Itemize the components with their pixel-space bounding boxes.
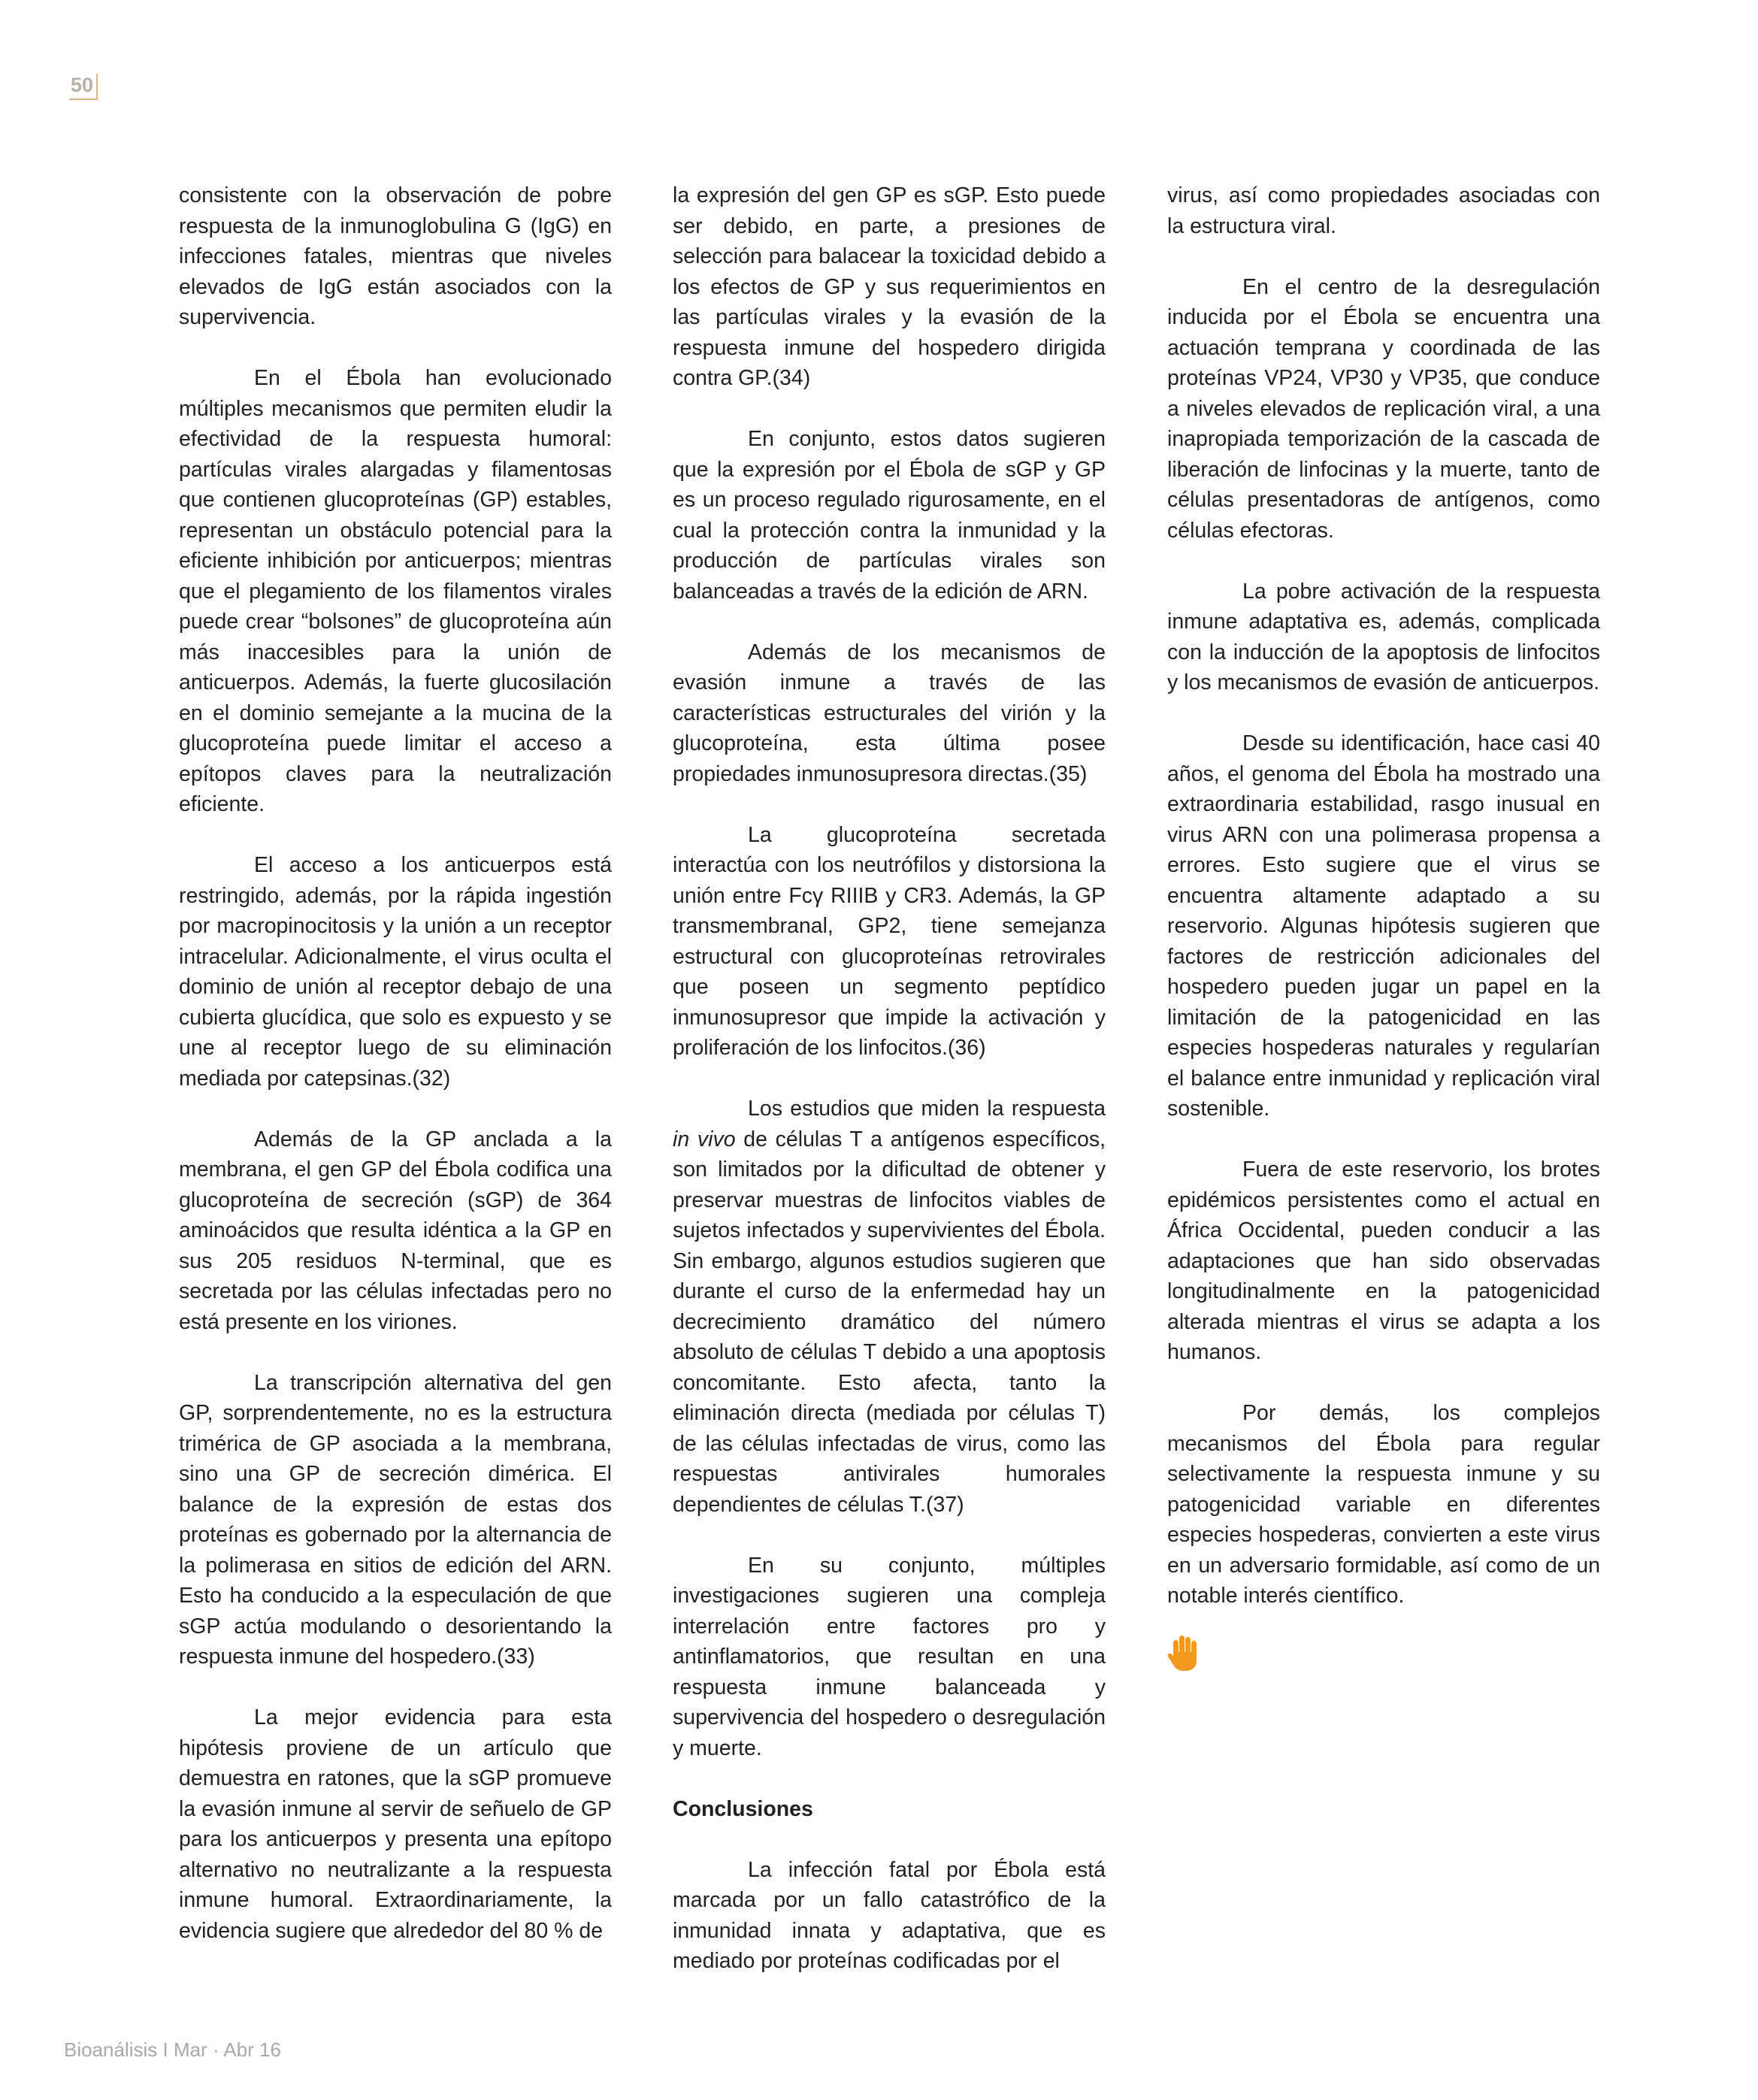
paragraph-text: de células T a antígenos específicos, son limitados por la dificultad de obtener y preservar muestras de linfocitos viables de sujetos infectados y supervivientes del Ébola. Sin embargo, algunos estudios sugieren que durante el curso de la enfermedad hay un decrecimiento dramático del número absoluto de células T debido a una apoptosis concomitante. Esto afecta, tanto la eliminación directa (mediada por células T) de las células infectadas de virus, como las respuestas antivirales humorales dependientes de células T.(37) [673, 1127, 1106, 1517]
section-heading: Conclusiones [673, 1796, 813, 1821]
paragraph: Desde su identificación, hace casi 40 años, el genoma del Ébola ha mostrado una extraordinaria estabilidad, rasgo inusual en virus ARN con una polimerasa propensa a errores. Esto sugiere que el virus se encuentra altamente adaptado a su reservorio. Algunas hipótesis sugieren que factores de restricción adicionales del hospedero pueden jugar un papel en la limitación de la patogenicidad en las especies hospederas naturales y regularían el balance entre inmunidad y replicación viral sostenible. [1167, 731, 1600, 1121]
text-column-3 [1167, 180, 1600, 1672]
text-column-1 [179, 180, 612, 1977]
paragraph: En su conjunto, múltiples investigaciones sugieren una compleja interrelación entre factores pro y antinflamatorios, que resultan en una respuesta inmune balanceada y supervivencia del hospedero o desregulación y muerte. [673, 1553, 1106, 1760]
paragraph: Por demás, los complejos mecanismos del Ébola para regular selectivamente la respuesta inmune y su patogenicidad variable en diferentes especies hospederas, convierten a este virus en un adversario formidable, así como de un notable interés científico. [1167, 1401, 1600, 1608]
paragraph: la expresión del gen GP es sGP. Esto puede ser debido, en parte, a presiones de selección para balacear la toxicidad debido a los efectos de GP y sus requerimientos en las partículas virales y la evasión de la respuesta inmune del hospedero dirigida contra GP.(34) [673, 183, 1106, 390]
paragraph: El acceso a los anticuerpos está restringido, además, por la rápida ingestión por macropinocitosis y la unión a un receptor intracelular. Adicionalmente, el virus oculta el dominio de unión al receptor debajo de una cubierta glucídica, que solo es expuesto y se une al receptor luego de su eliminación mediada por catepsinas.(32) [179, 853, 612, 1091]
paragraph: La pobre activación de la respuesta inmune adaptativa es, además, complicada con la inducción de la apoptosis de linfocitos y los mecanismos de evasión de anticuerpos. [1167, 579, 1600, 694]
paragraph: La mejor evidencia para esta hipótesis proviene de un artículo que demuestra en ratones, que la sGP promueve la evasión inmune al servir de señuelo de GP para los anticuerpos y presenta una epítopo alternativo no neutralizante a la respuesta inmune humoral. Extraordinariamente, la evidencia sugiere que alrededor del 80 % de [179, 1705, 612, 1943]
footer: Bioanálisis I Mar · Abr 16 [64, 2038, 282, 2061]
paragraph-text: Los estudios que miden la respuesta [748, 1097, 1106, 1121]
paragraph: virus, así como propiedades asociadas con la estructura viral. [1167, 183, 1600, 238]
paragraph: En conjunto, estos datos sugieren que la expresión por el Ébola de sGP y GP es un proceso regulado rigurosamente, en el cual la protección contra la inmunidad y la producción de partículas virales son balanceadas a través de la edición de ARN. [673, 427, 1106, 604]
hand-icon [1167, 1634, 1202, 1672]
paragraph: La infección fatal por Ébola está marcada por un fallo catastrófico de la inmunidad innata y adaptativa, que es mediado por proteínas codificadas por el [673, 1857, 1106, 1973]
paragraph: En el centro de la desregulación inducida por el Ébola se encuentra una actuación temprana y coordinada de las proteínas VP24, VP30 y VP35, que conduce a niveles elevados de replicación viral, a una inapropiada temporización de la cascada de liberación de linfocinas y la muerte, tanto de células presentadoras de antígenos, como células efectoras. [1167, 274, 1600, 543]
paragraph: Además de la GP anclada a la membrana, el gen GP del Ébola codifica una glucoproteína de secreción (sGP) de 364 aminoácidos que resulta idéntica a la GP en sus 205 residuos N-terminal, que es secretada por las células infectadas pero no está presente en los viriones. [179, 1127, 612, 1334]
text-column-2 [673, 180, 1106, 2007]
paragraph [673, 1094, 1106, 1520]
paragraph: La glucoproteína secretada interactúa con los neutrófilos y distorsiona la unión entre Fcγ RIIIB y CR3. Además, la GP transmembranal, GP2, tiene semejanza estructural con glucoproteínas retrovirales que poseen un segmento peptídico inmunosupresor que impide la activación y proliferación de los linfocitos.(36) [673, 822, 1106, 1060]
paragraph: En el Ébola han evolucionado múltiples mecanismos que permiten eludir la efectividad de la respuesta humoral: partículas virales alargadas y filamentosas que contienen glucoproteínas (GP) estables, representan un obstáculo potencial para la eficiente inhibición por anticuerpos; mientras que el plegamiento de los filamentos virales puede crear “bolsones” de glucoproteína aún más inaccesibles para la unión de anticuerpos. Además, la fuerte glucosilación en el dominio semejante a la mucina de la glucoproteína puede limitar el acceso a epítopos claves para la neutralización eficiente. [179, 366, 612, 816]
italic-term: in vivo [673, 1127, 736, 1151]
paragraph: La transcripción alternativa del gen GP, sorprendentemente, no es la estructura trimérica de GP asociada a la membrana, sino una GP de secreción dimérica. El balance de la expresión de estas dos proteínas es gobernado por la alternancia de la polimerasa en sitios de edición del ARN. Esto ha conducido a la especulación de que sGP actúa modulando o desorientando la respuesta inmune del hospedero.(33) [179, 1370, 612, 1669]
paragraph: Además de los mecanismos de evasión inmune a través de las características estructurales del virión y la glucoproteína, esta última posee propiedades inmunosupresora directas.(35) [673, 640, 1106, 786]
paragraph: Fuera de este reservorio, los brotes epidémicos persistentes como el actual en África Occidental, pueden conducir a las adaptaciones que han sido observadas longitudinalmente en la patogenicidad alterada mientras el virus se adapta a los humanos. [1167, 1157, 1600, 1364]
paragraph: consistente con la observación de pobre respuesta de la inmunoglobulina G (IgG) en infecciones fatales, mientras que niveles elevados de IgG están asociados con la supervivencia. [179, 183, 612, 329]
page-number: 50 [69, 74, 98, 100]
